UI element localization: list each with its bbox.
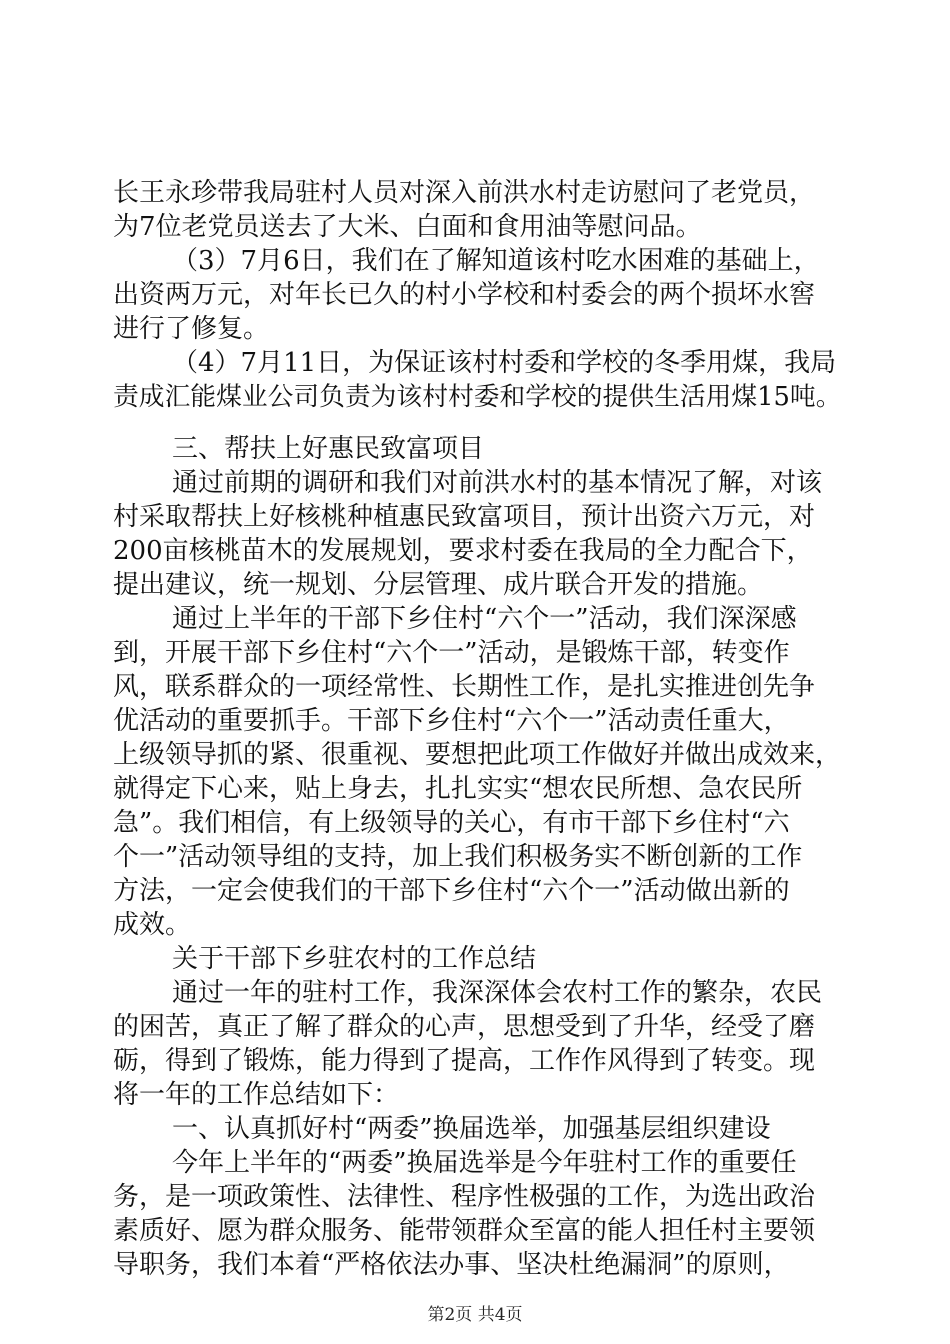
text-line: 通过上半年的干部下乡住村“六个一”活动，我们深深感 <box>172 604 797 634</box>
text-line: （4）7月11日，为保证该村村委和学校的冬季用煤，我局 <box>172 348 837 378</box>
text-line: 方法，一定会使我们的干部下乡住村“六个一”活动做出新的 <box>113 876 790 906</box>
text-line: 通过一年的驻村工作，我深深体会农村工作的繁杂，农民 <box>172 978 823 1008</box>
text-line: 为7位老党员送去了大米、白面和食用油等慰问品。 <box>113 212 702 242</box>
text-line: 提出建议，统一规划、分层管理、成片联合开发的措施。 <box>113 570 764 600</box>
text-line: 个一”活动领导组的支持，加上我们积极务实不断创新的工作 <box>113 842 803 872</box>
section-heading: 三、帮扶上好惠民致富项目 <box>172 434 485 464</box>
text-line: 将一年的工作总结如下： <box>113 1080 400 1110</box>
text-line: 进行了修复。 <box>113 314 270 344</box>
text-line: 就得定下心来，贴上身去，扎扎实实“想农民所想、急农民所 <box>113 774 803 804</box>
text-line: 长王永珍带我局驻村人员对深入前洪水村走访慰问了老党员， <box>113 178 816 208</box>
text-line: 到，开展干部下乡住村“六个一”活动，是锻炼干部，转变作 <box>113 638 790 668</box>
text-line: 优活动的重要抓手。干部下乡住村“六个一”活动责任重大， <box>113 706 790 736</box>
page-number: 第2页 共4页 <box>427 1305 523 1325</box>
text-line: 通过前期的调研和我们对前洪水村的基本情况了解，对该 <box>172 468 823 498</box>
text-line: 成效。 <box>113 910 192 940</box>
text-line: 责成汇能煤业公司负责为该村村委和学校的提供生活用煤15吨。 <box>113 382 842 412</box>
document-title: 关于干部下乡驻农村的工作总结 <box>172 944 537 974</box>
text-line: 200亩核桃苗木的发展规划，要求村委在我局的全力配合下， <box>113 536 813 566</box>
text-line: 导职务，我们本着“严格依法办事、坚决杜绝漏洞”的原则， <box>113 1250 790 1280</box>
text-line: 素质好、愿为群众服务、能带领群众至富的能人担任村主要领 <box>113 1216 816 1246</box>
text-line: （3）7月6日，我们在了解知道该村吃水困难的基础上， <box>172 246 820 276</box>
text-line: 出资两万元，对年长已久的村小学校和村委会的两个损坏水窖 <box>113 280 816 310</box>
text-line: 村采取帮扶上好核桃种植惠民致富项目，预计出资六万元，对 <box>113 502 816 532</box>
text-line: 务，是一项政策性、法律性、程序性极强的工作，为选出政治 <box>113 1182 816 1212</box>
text-line: 风，联系群众的一项经常性、长期性工作，是扎实推进创先争 <box>113 672 816 702</box>
text-line: 砺，得到了锻炼，能力得到了提高，工作作风得到了转变。现 <box>113 1046 816 1076</box>
text-line: 今年上半年的“两委”换届选举是今年驻村工作的重要任 <box>172 1148 797 1178</box>
text-line: 的困苦，真正了解了群众的心声，思想受到了升华，经受了磨 <box>113 1012 816 1042</box>
text-line: 急”。我们相信，有上级领导的关心，有市干部下乡住村“六 <box>113 808 790 838</box>
text-line: 上级领导抓的紧、很重视、要想把此项工作做好并做出成效来， <box>113 740 842 770</box>
section-heading: 一、认真抓好村“两委”换届选举，加强基层组织建设 <box>172 1114 771 1144</box>
